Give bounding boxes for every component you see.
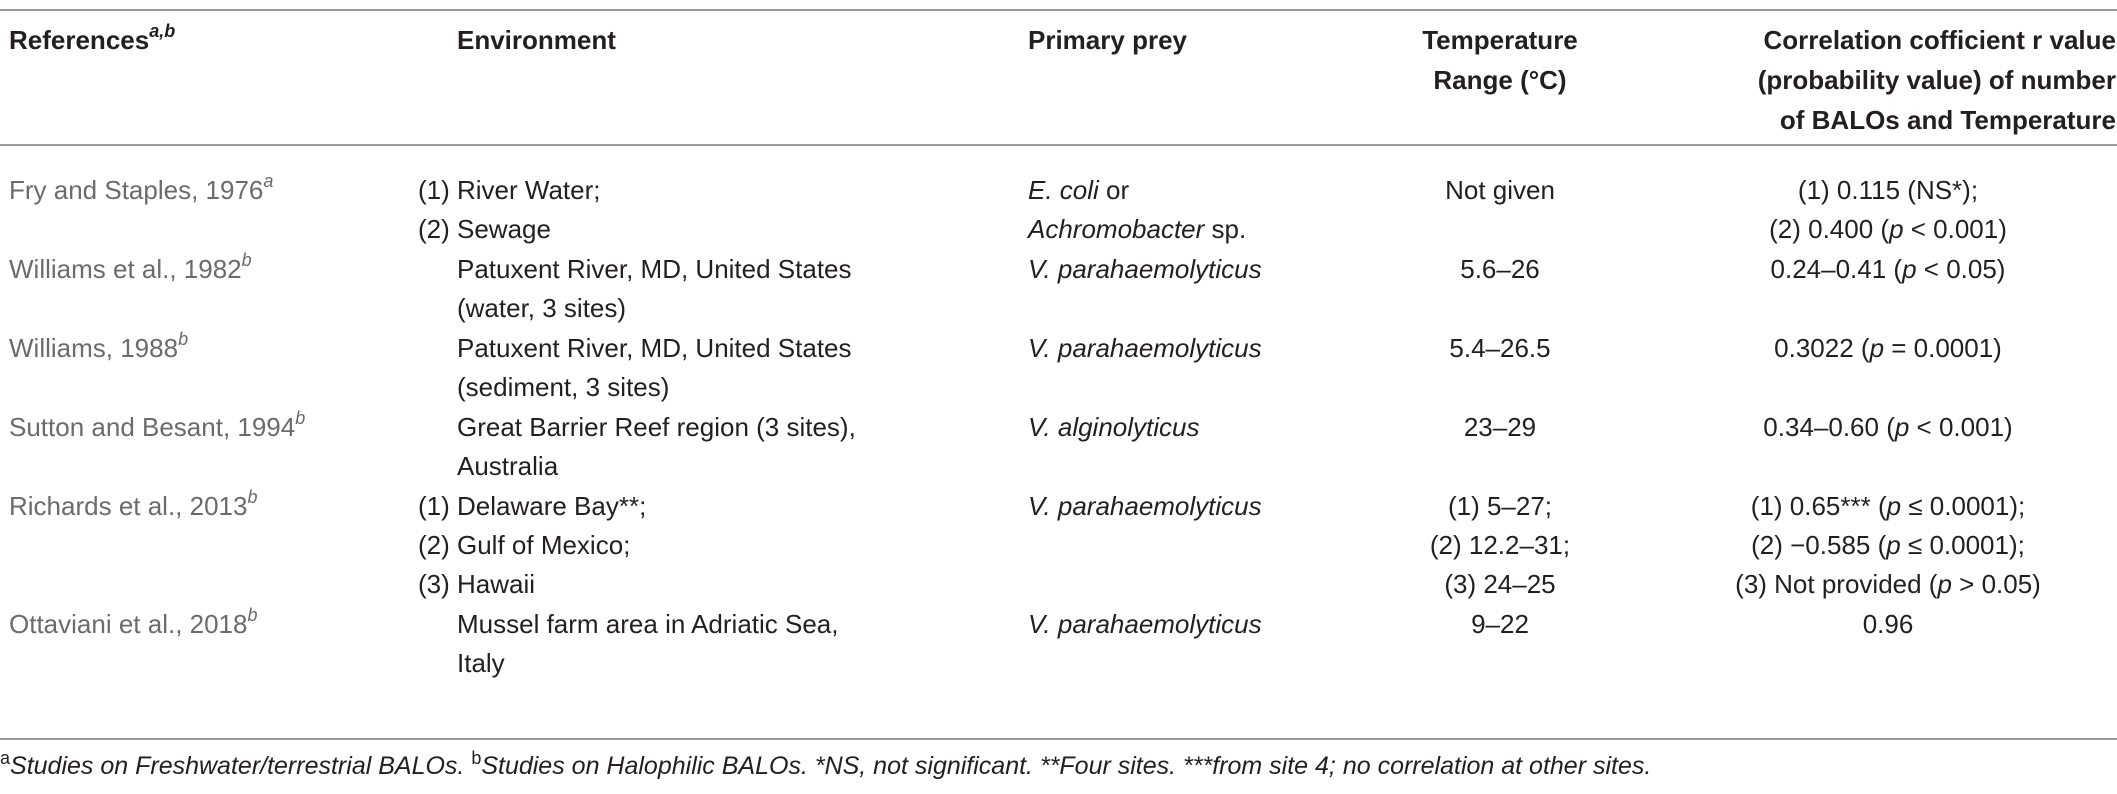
cell-temperature	[1380, 487, 1620, 604]
prey-line	[1028, 250, 1262, 289]
correlation-line	[1660, 605, 2116, 644]
header-bottom-rule	[0, 144, 2117, 146]
correlation-p: p	[1886, 530, 1901, 560]
environment-line: Patuxent River, MD, United States	[457, 333, 852, 363]
header-environment: Environment	[457, 25, 616, 55]
cell-correlation	[1660, 487, 2116, 604]
prey-suffix: or	[1098, 175, 1130, 205]
cell-temperature	[1380, 408, 1620, 447]
correlation-p: p	[1902, 254, 1917, 284]
environment-line: (3) Hawaii	[418, 569, 536, 599]
cell-reference	[9, 408, 305, 447]
correlation-p: p	[1886, 491, 1902, 521]
footnote-text-b: Studies on Halophilic BALOs. *NS, not significant. **Four sites. ***from site 4; no correlation at other sites.	[481, 752, 1652, 780]
cell-environment	[457, 329, 852, 407]
correlation-pre: 0.34–0.60 (	[1763, 412, 1895, 442]
correlation-post: ≤ 0.0001);	[1900, 530, 2025, 560]
reference-sup: b	[247, 605, 258, 625]
prey-name: E. coli	[1028, 175, 1099, 205]
cell-environment	[457, 408, 856, 486]
correlation-pre: 0.24–0.41 (	[1770, 254, 1903, 284]
reference-sup: b	[295, 408, 306, 428]
header-references-label: References	[9, 25, 150, 55]
correlation-line	[1660, 171, 2116, 210]
environment-line: (sediment, 3 sites)	[457, 372, 670, 402]
cell-correlation	[1660, 605, 2116, 644]
environment-line: (water, 3 sites)	[457, 293, 627, 323]
header-temperature	[1380, 20, 1620, 100]
header-correlation-line: (probability value) of number	[1757, 65, 2116, 95]
correlation-pre: (2) 0.400 (	[1769, 214, 1890, 244]
cell-correlation	[1660, 250, 2116, 289]
cell-reference	[9, 605, 258, 644]
temperature-line: (3) 24–25	[1444, 569, 1556, 599]
correlation-pre: (2) −0.585 (	[1751, 530, 1887, 560]
environment-line: (2) Gulf of Mexico;	[418, 530, 631, 560]
environment-line: (2) Sewage	[418, 214, 551, 244]
prey-name: V. parahaemolyticus	[1028, 333, 1262, 363]
prey-line	[1028, 210, 1246, 249]
correlation-line	[1660, 526, 2116, 565]
correlation-line	[1660, 250, 2116, 289]
reference-text: Fry and Staples, 1976	[9, 175, 264, 205]
footnote-mark-a: a	[0, 748, 11, 768]
correlation-pre: 0.3022 (	[1774, 333, 1870, 363]
header-primary-prey: Primary prey	[1028, 25, 1187, 55]
temperature-line: 5.4–26.5	[1449, 333, 1551, 363]
header-temperature-line: Range (°C)	[1433, 65, 1567, 95]
reference-sup: b	[247, 487, 258, 507]
cell-environment	[457, 250, 852, 328]
cell-temperature	[1380, 171, 1620, 210]
environment-line: Italy	[457, 648, 505, 678]
header-correlation-line: Correlation cofficient r value	[1763, 25, 2116, 55]
environment-line: (1) Delaware Bay**;	[418, 491, 647, 521]
correlation-pre: (3) Not provided (	[1735, 569, 1938, 599]
correlation-post: < 0.001)	[1909, 412, 2013, 442]
cell-temperature	[1380, 329, 1620, 368]
cell-correlation	[1660, 171, 2116, 249]
correlation-post: = 0.0001)	[1884, 333, 2002, 363]
environment-line: Patuxent River, MD, United States	[457, 254, 852, 284]
correlation-line	[1660, 565, 2116, 604]
cell-primary-prey	[1028, 329, 1262, 368]
environment-line: (1) River Water;	[418, 175, 601, 205]
reference-text: Williams, 1988	[9, 333, 179, 363]
cell-correlation	[1660, 329, 2116, 368]
correlation-pre: (1) 0.65*** (	[1750, 491, 1887, 521]
header-correlation-line: of BALOs and Temperature	[1779, 105, 2116, 135]
prey-line	[1028, 329, 1262, 368]
table-footnote	[0, 746, 1651, 786]
correlation-line	[1660, 329, 2116, 368]
prey-name: V. parahaemolyticus	[1028, 254, 1262, 284]
prey-name: V. parahaemolyticus	[1028, 609, 1262, 639]
correlation-p: p	[1894, 412, 1910, 442]
reference-sup: b	[241, 250, 252, 270]
temperature-line: (2) 12.2–31;	[1429, 530, 1571, 560]
correlation-pre: 0.96	[1862, 609, 1914, 639]
prey-line	[1028, 171, 1246, 210]
header-temperature-line: Temperature	[1422, 25, 1578, 55]
cell-reference	[9, 487, 257, 526]
temperature-line: 9–22	[1471, 609, 1529, 639]
prey-line	[1028, 605, 1262, 644]
reference-sup: b	[178, 329, 189, 349]
correlation-p: p	[1937, 569, 1952, 599]
cell-environment	[418, 171, 601, 249]
temperature-line: 5.6–26	[1460, 254, 1540, 284]
correlation-post: < 0.001)	[1903, 214, 2007, 244]
correlation-pre: (1) 0.115 (NS*);	[1797, 175, 1979, 205]
reference-text: Sutton and Besant, 1994	[9, 412, 296, 442]
footnote-text-a: Studies on Freshwater/terrestrial BALOs.	[10, 752, 472, 780]
header-references	[9, 20, 175, 60]
environment-line: Great Barrier Reef region (3 sites),	[457, 412, 856, 442]
cell-primary-prey	[1028, 487, 1262, 526]
cell-reference	[9, 171, 273, 210]
temperature-line: Not given	[1445, 175, 1555, 205]
prey-suffix: sp.	[1204, 214, 1247, 244]
correlation-post: < 0.05)	[1916, 254, 2006, 284]
reference-text: Williams et al., 1982	[9, 254, 242, 284]
cell-environment	[418, 487, 646, 604]
reference-text: Ottaviani et al., 2018	[9, 609, 248, 639]
prey-name: V. parahaemolyticus	[1028, 491, 1262, 521]
cell-environment	[457, 605, 839, 683]
cell-primary-prey	[1028, 408, 1200, 447]
header-correlation	[1660, 20, 2116, 140]
reference-sup: a	[263, 171, 274, 191]
correlation-post: ≤ 0.0001);	[1901, 491, 2026, 521]
prey-line	[1028, 487, 1262, 526]
prey-line	[1028, 408, 1200, 447]
environment-line: Australia	[457, 451, 559, 481]
temperature-line: (1) 5–27;	[1447, 491, 1553, 521]
footnote-mark-b: b	[471, 748, 482, 768]
cell-correlation	[1660, 408, 2116, 447]
reference-text: Richards et al., 2013	[9, 491, 248, 521]
correlation-line	[1660, 210, 2116, 249]
cell-primary-prey	[1028, 250, 1262, 289]
cell-temperature	[1380, 250, 1620, 289]
cell-reference	[9, 329, 188, 368]
header-references-sup: a,b	[149, 21, 176, 41]
cell-temperature	[1380, 605, 1620, 644]
table-top-rule	[0, 9, 2117, 11]
prey-name: V. alginolyticus	[1028, 412, 1200, 442]
correlation-line	[1660, 487, 2116, 526]
table-bottom-rule	[0, 738, 2117, 740]
cell-primary-prey	[1028, 605, 1262, 644]
cell-reference	[9, 250, 252, 289]
correlation-p: p	[1889, 214, 1904, 244]
correlation-line	[1660, 408, 2116, 447]
cell-primary-prey	[1028, 171, 1246, 249]
correlation-post: > 0.05)	[1951, 569, 2041, 599]
environment-line: Mussel farm area in Adriatic Sea,	[457, 609, 839, 639]
prey-name: Achromobacter	[1028, 214, 1205, 244]
temperature-line: 23–29	[1463, 412, 1537, 442]
correlation-p: p	[1869, 333, 1885, 363]
